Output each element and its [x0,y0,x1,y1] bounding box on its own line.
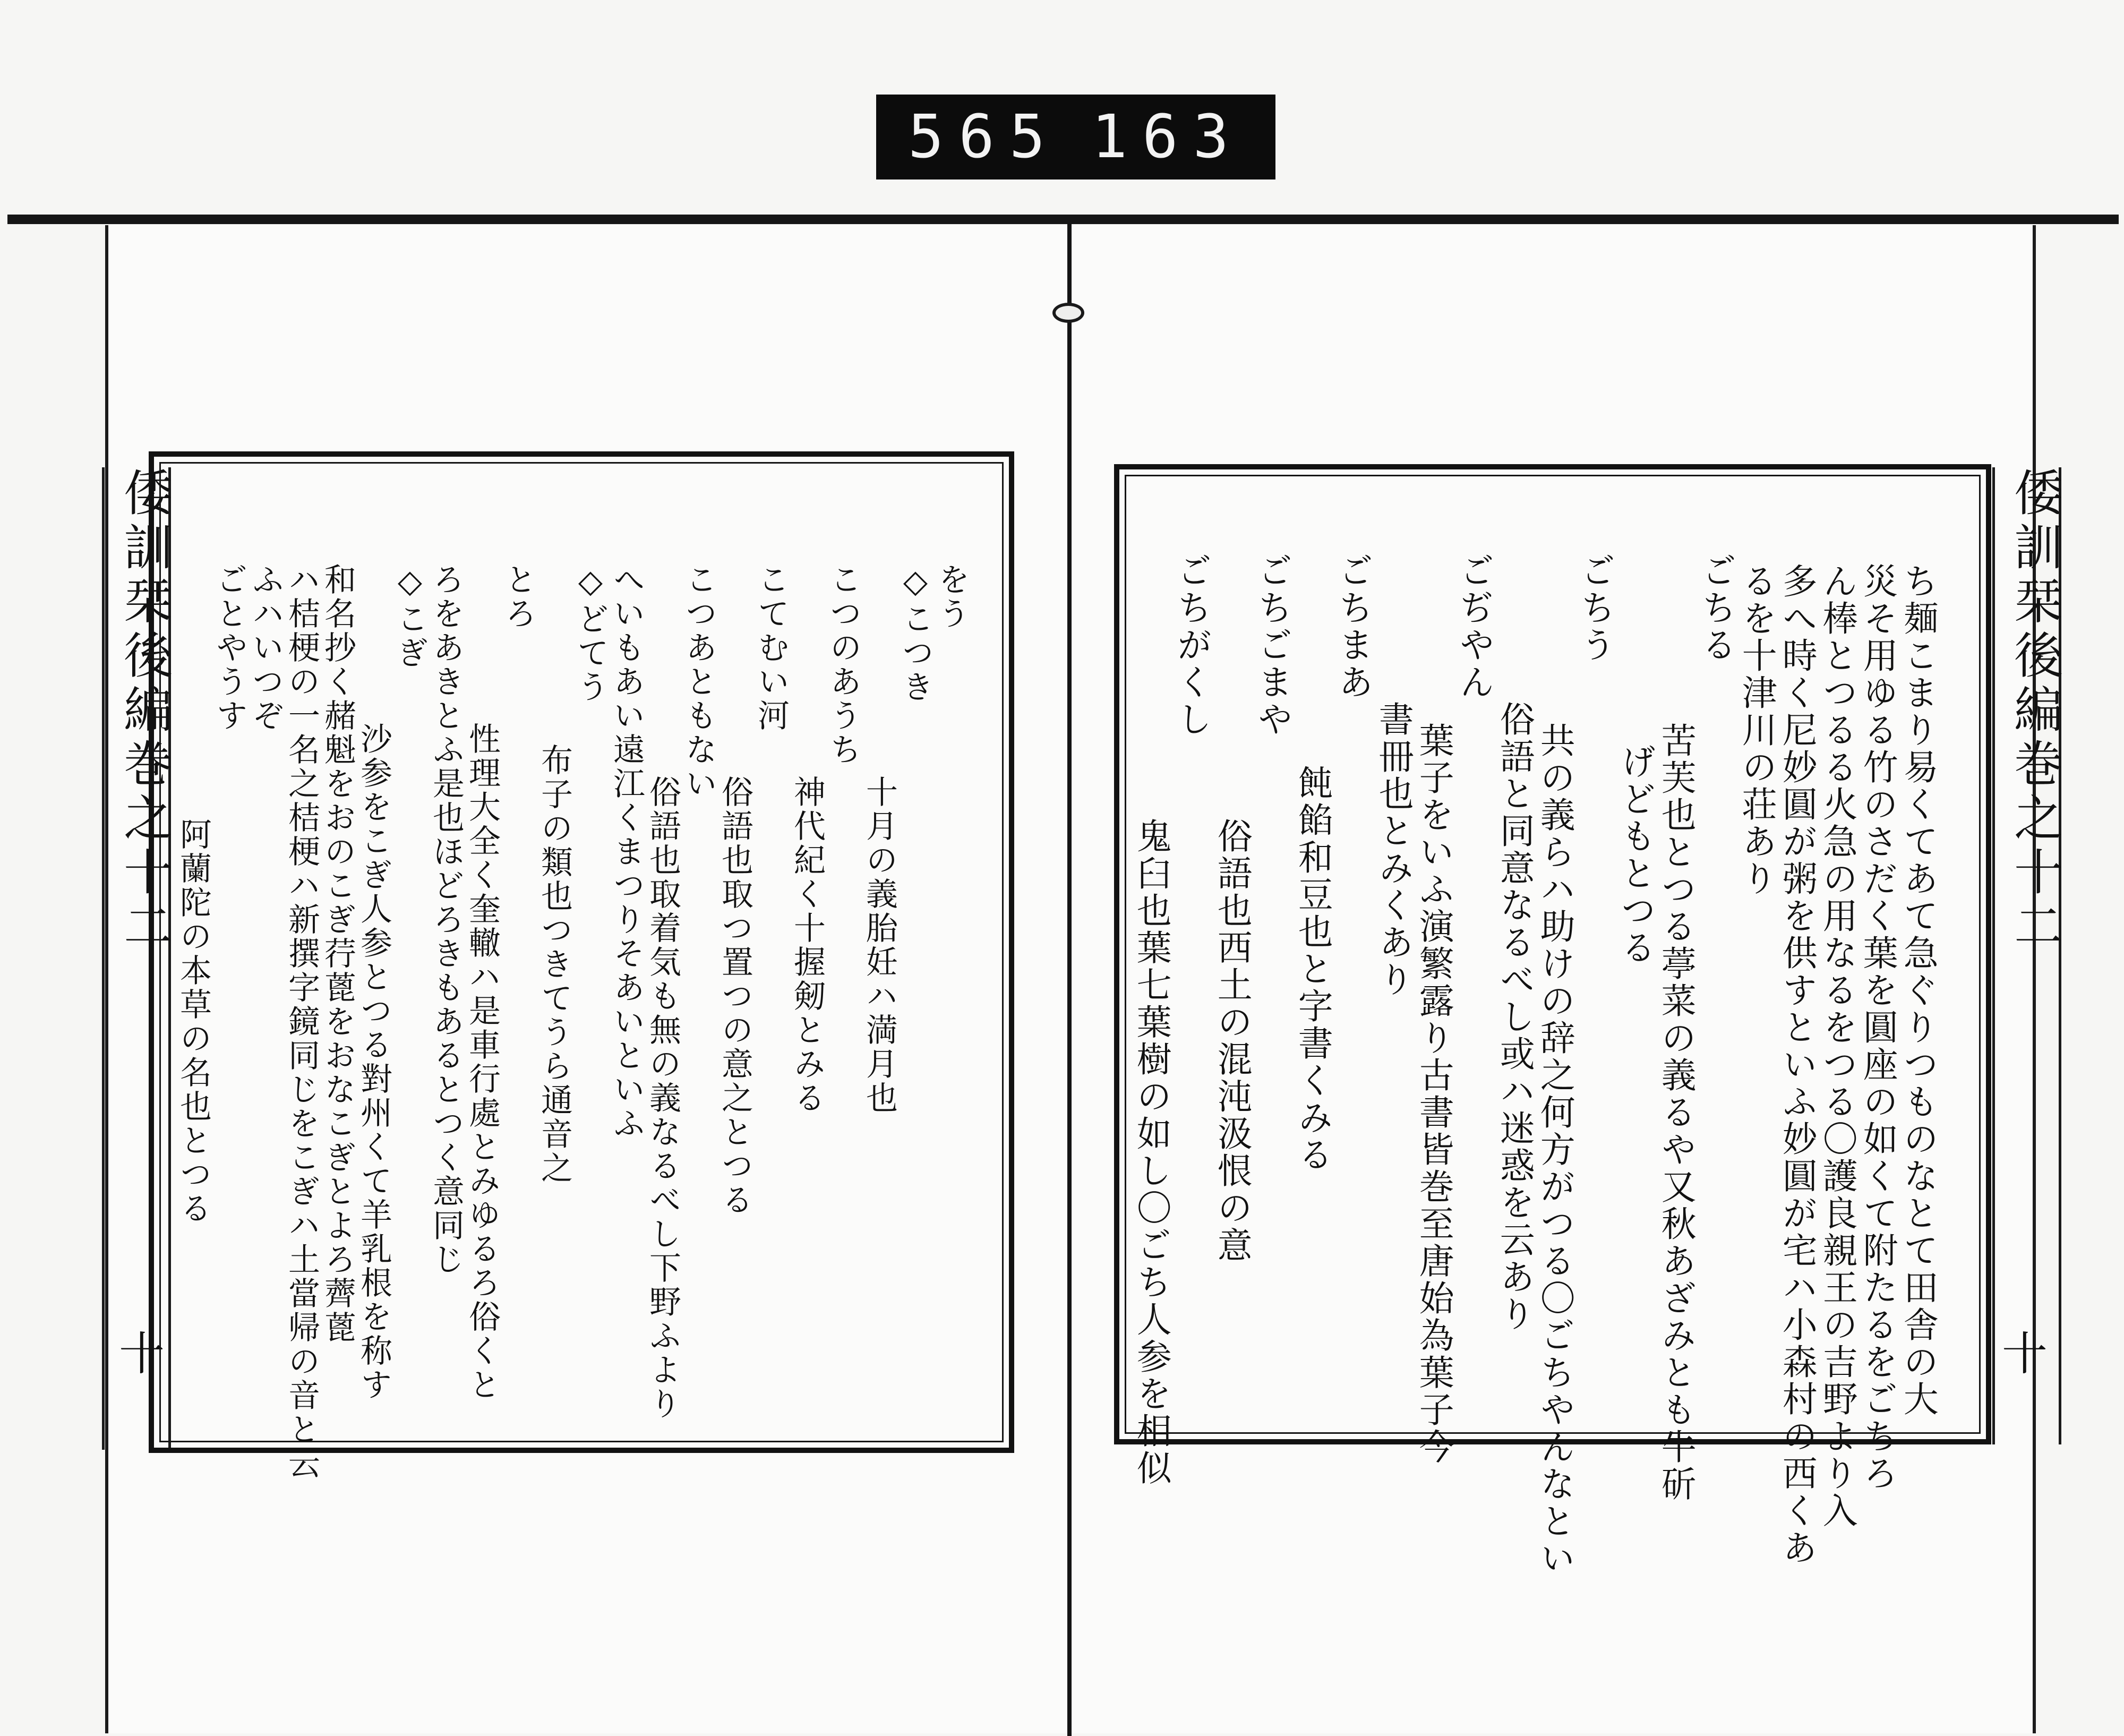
right-page-text-column: 苦芙也とつる葶菜の義るや又秋あざみとも牛斫 [1655,722,1697,1503]
reel-number-right: 163 [1091,102,1244,172]
right-page-text-column: ん棒とつるる火急の用なるをつる〇護良親王の吉野より入 [1817,563,1858,1529]
left-page-text-column: こつあともない [680,563,717,801]
left-page-text-column: ハ桔梗の一名之桔梗ハ新撰字鏡同じをこぎハ土當帰の音と云 [283,563,320,1481]
right-page-text-column: 葉子をいふ演繁露り古書皆巻至唐始為葉子今 [1413,722,1454,1466]
right-page-text-column: 共の義らハ助けの辞之何方がつる〇ごちやんなとい [1534,722,1575,1577]
left-page-text-column: こてむい河 [752,563,790,733]
left-page-text-column: ろをあきとふ是也ほどろきもあるとつく意同じ [427,563,465,1277]
right-page-text-column: るを十津川の荘あり [1736,563,1777,897]
left-page-text-column: ◇こぎ [391,563,429,670]
reel-number-left: 565 [908,102,1060,172]
left-page-text-column: へいもあい遠江くまつりそあいといふ [608,563,645,1141]
right-page-text-column: 飩餡和豆也と字書くみる [1292,765,1333,1174]
left-page-text-column: 十月の義胎妊ハ満月也 [861,775,898,1115]
left-page-text-column: ◇どてう [572,563,609,704]
left-page-text-column: 布子の類也つきてうら通音之 [536,743,573,1185]
book-top-edge [7,215,2119,224]
right-page-text-column: ごちる [1695,552,1737,664]
right-page-text-column: 災そ用ゆる竹のさだく葉を圓座の如くて附たるをごちろ [1857,563,1898,1492]
right-page-text-column: 俗語と同意なるべし或ハ迷惑を云あり [1494,701,1535,1333]
left-page-text-column: 阿蘭陀の本草の名也とつる [175,818,212,1226]
right-leaf-number: 十 [2002,1328,2048,1381]
left-page-text-column: 沙参をこぎ人参とつる對州くて羊乳根を称す [355,722,392,1402]
book-spine [1067,223,1072,1736]
left-page-text-column: ごとやうす [211,563,248,733]
right-page-text-column: 俗語也西土の混沌汲恨の意 [1211,818,1253,1264]
right-page-text-column: ごちまあ [1332,552,1374,701]
right-page-text-column: 鬼臼也葉七葉樹の如し〇ごち人参を相似 [1130,818,1172,1487]
right-page-text-column: 多へ時く尼妙圓が粥を供すといふ妙圓が宅ハ小森村の西くあ [1776,563,1818,1567]
reel-counter [876,95,1275,179]
left-page-text-column: 神代紀く十握剱とみる [789,775,826,1115]
right-page-text-column: ち麺こまり易くてあて急ぐりつものなとて田舎の大 [1897,563,1939,1418]
left-page-text-column: をう [933,563,970,631]
left-page-text-column: ふハいつぞ [247,563,284,733]
right-page-text-column: 書冊也とみくあり [1373,701,1414,998]
right-page-text-column: ごちがくし [1171,552,1212,738]
right-page-text-column: ごぢやん [1453,552,1495,701]
left-page-text-column: 俗語也取つ置つの意之とつる [716,775,753,1217]
left-page-text-column: 俗語也取着気も無の義なるべし下野ふより [644,775,681,1421]
left-leaf-number: 十 [119,1328,165,1381]
right-margin-title: 倭訓栞後編巻之十二 [1992,467,2061,1444]
left-margin-title: 倭訓栞後編巻之十二 [102,467,171,1450]
left-page-text-column: 性理大全く奎轍ハ是車行處とみゆるろ俗くと [464,722,501,1402]
right-page-text-column: ごちう [1574,552,1616,664]
binding-thread-icon [1052,303,1084,323]
left-page-text-column: とろ [500,563,537,631]
left-page-text-column: 和名抄く赭魁をおのこぎ荇蓖をおなこぎとよろ薺蓖 [319,563,356,1345]
left-page-text-column: こつのあうち [825,563,862,767]
right-page-text-column: ごちごまや [1252,552,1293,738]
right-page-text-column: げどもとつる [1615,743,1656,967]
left-page-text-column: ◇こつき [897,563,934,704]
